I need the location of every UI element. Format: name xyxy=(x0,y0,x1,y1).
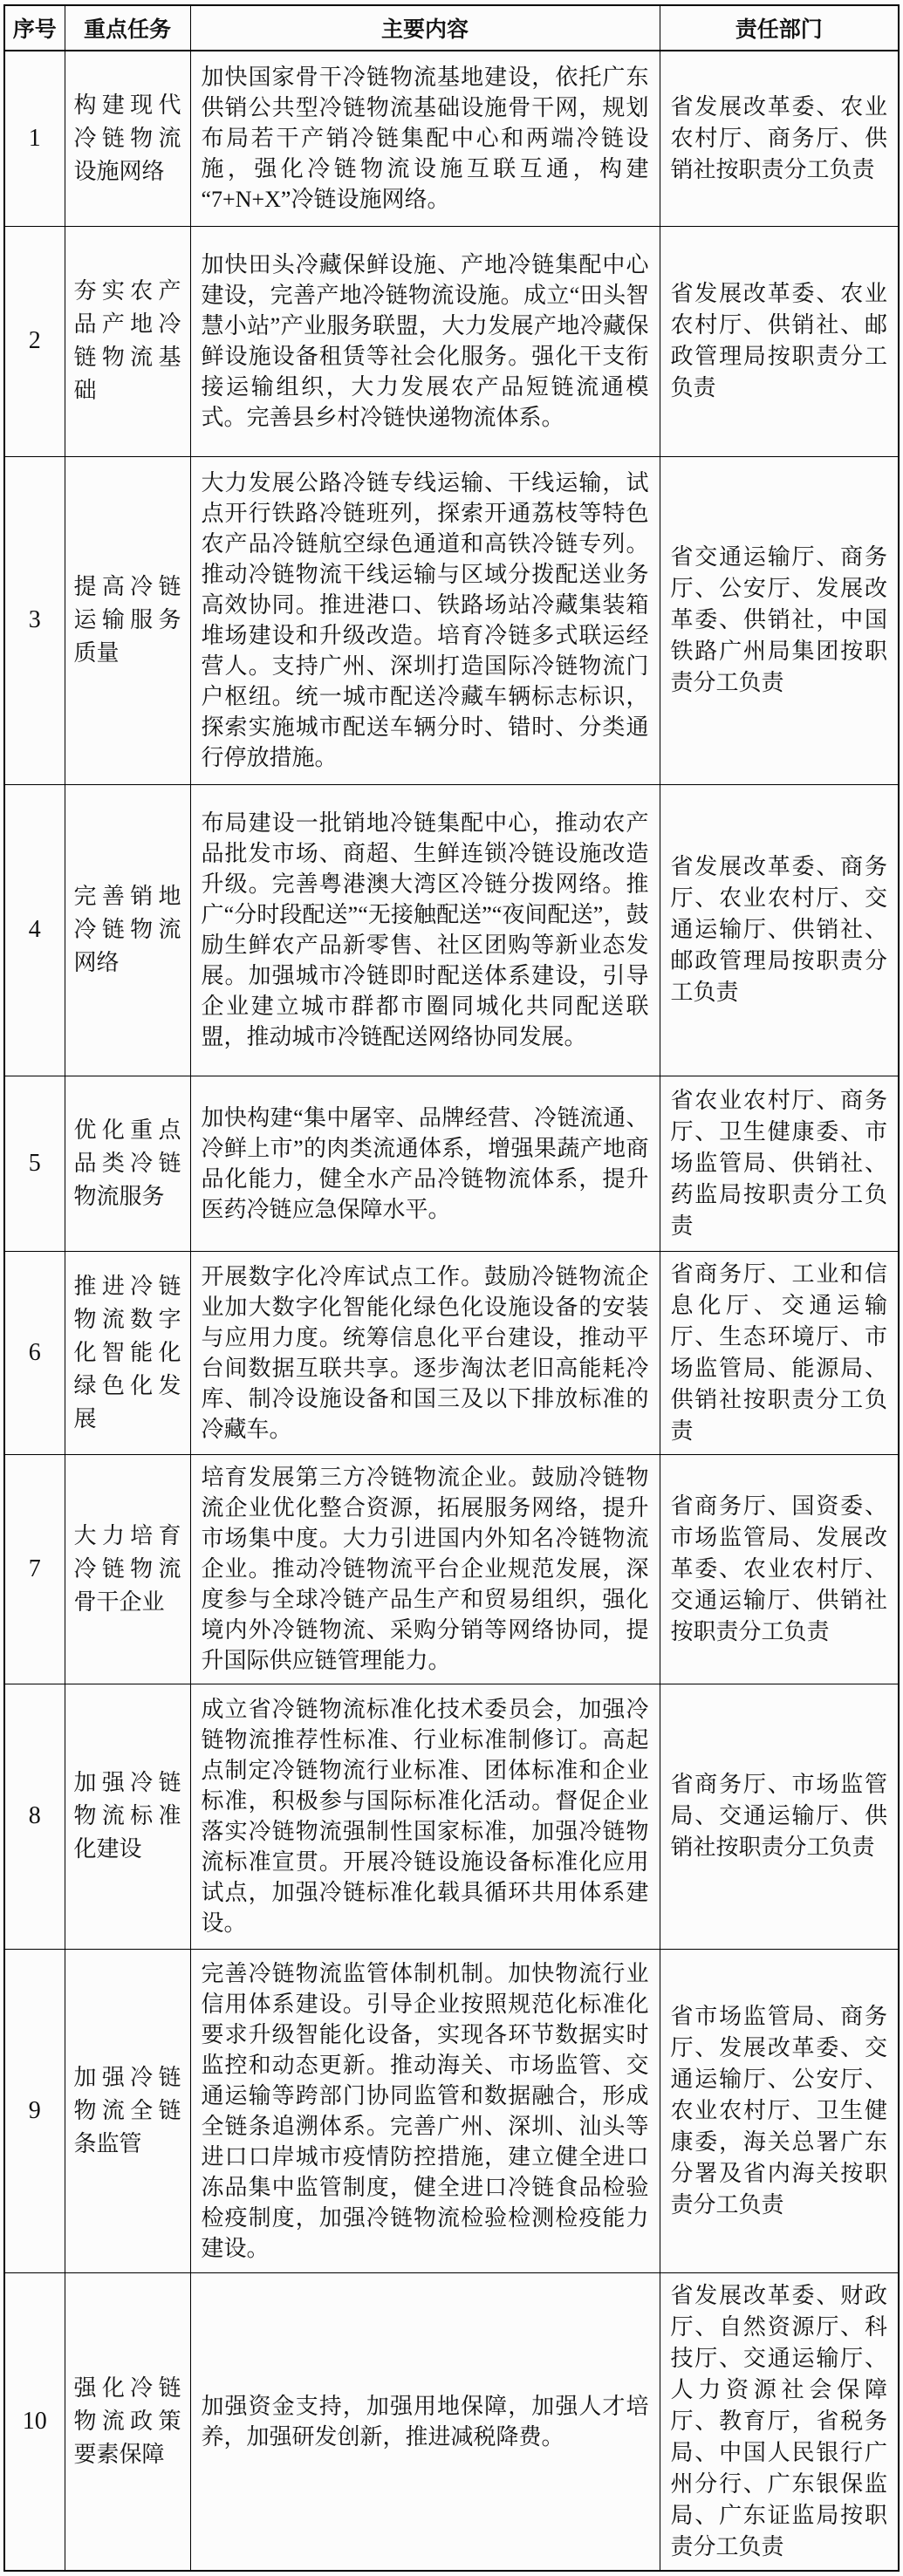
row-number-cell: 4 xyxy=(4,784,65,1076)
table-row xyxy=(4,1076,899,1251)
row-number-cell: 7 xyxy=(4,1454,65,1684)
task-cell: 优化重点品类冷链物流服务 xyxy=(65,1076,190,1251)
department-cell: 省商务厅、工业和信息化厅、交通运输厅、生态环境厅、市场监管局、能源局、供销社按职责分工负责 xyxy=(660,1251,899,1454)
row-number-cell: 9 xyxy=(4,1949,65,2272)
task-cell: 加强冷链物流全链条监管 xyxy=(65,1949,190,2272)
content-cell: 培育发展第三方冷链物流企业。鼓励冷链物流企业优化整合资源，拓展服务网络，提升市场集中度。大力引进国内外知名冷链物流企业。推动冷链物流平台企业规范发展，深度参与全球冷链产品生产和贸易组织，强化境内外冷链物流、采购分销等网络协同，提升国际供应链管理能力。 xyxy=(190,1454,660,1684)
content-cell: 布局建设一批销地冷链集配中心，推动农产品批发市场、商超、生鲜连锁冷链设施改造升级。完善粤港澳大湾区冷链分拨网络。推广“分时段配送”“无接触配送”“夜间配送”，鼓励生鲜农产品新零售、社区团购等新业态发展。加强城市冷链即时配送体系建设，引导企业建立城市群都市圈同城化共同配送联盟，推动城市冷链配送网络协同发展。 xyxy=(190,784,660,1076)
row-number-cell: 10 xyxy=(4,2272,65,2571)
header-cell-no: 序号 xyxy=(4,5,65,51)
content-cell: 成立省冷链物流标准化技术委员会，加强冷链物流推荐性标准、行业标准制修订。高起点制定冷链物流行业标准、团体标准和企业标准，积极参与国际标准化活动。督促企业落实冷链物流强制性国家标准，加强冷链物流标准宣贯。开展冷链设施设备标准化应用试点，加强冷链标准化载具循环共用体系建设。 xyxy=(190,1684,660,1949)
header-cell-task: 重点任务 xyxy=(65,5,190,51)
table-row xyxy=(4,226,899,456)
task-cell: 提高冷链运输服务质量 xyxy=(65,456,190,784)
table-row xyxy=(4,1684,899,1949)
table-header xyxy=(4,5,899,51)
table-row xyxy=(4,51,899,226)
row-number-cell: 8 xyxy=(4,1684,65,1949)
table-row xyxy=(4,456,899,784)
header-cell-content: 主要内容 xyxy=(190,5,660,51)
header-row xyxy=(4,5,899,51)
department-cell: 省发展改革委、农业农村厅、供销社、邮政管理局按职责分工负责 xyxy=(660,226,899,456)
content-cell: 开展数字化冷库试点工作。鼓励冷链物流企业加大数字化智能化绿色化设施设备的安装与应用力度。统筹信息化平台建设，推动平台间数据互联共享。逐步淘汰老旧高能耗冷库、制冷设施设备和国三及以下排放标准的冷藏车。 xyxy=(190,1251,660,1454)
department-cell: 省发展改革委、农业农村厅、商务厅、供销社按职责分工负责 xyxy=(660,51,899,226)
key-tasks-table xyxy=(3,4,900,2572)
task-cell: 推进冷链物流数字化智能化绿色化发展 xyxy=(65,1251,190,1454)
content-cell: 加快构建“集中屠宰、品牌经营、冷链流通、冷鲜上市”的肉类流通体系，增强果蔬产地商品化能力，健全水产品冷链物流体系，提升医药冷链应急保障水平。 xyxy=(190,1076,660,1251)
table-row xyxy=(4,2272,899,2571)
department-cell: 省市场监管局、商务厅、发展改革委、交通运输厅、公安厅、农业农村厅、卫生健康委，海关总署广东分署及省内海关按职责分工负责 xyxy=(660,1949,899,2272)
table-row xyxy=(4,1949,899,2272)
task-cell: 完善销地冷链物流网络 xyxy=(65,784,190,1076)
task-cell: 强化冷链物流政策要素保障 xyxy=(65,2272,190,2571)
department-cell: 省商务厅、国资委、市场监管局、发展改革委、农业农村厅、交通运输厅、供销社按职责分工负责 xyxy=(660,1454,899,1684)
content-cell: 完善冷链物流监管体制机制。加快物流行业信用体系建设。引导企业按照规范化标准化要求升级智能化设备，实现各环节数据实时监控和动态更新。推动海关、市场监管、交通运输等跨部门协同监管和数据融合，形成全链条追溯体系。完善广州、深圳、汕头等进口口岸城市疫情防控措施，建立健全进口冻品集中监管制度，健全进口冷链食品检验检疫制度，加强冷链物流检验检测检疫能力建设。 xyxy=(190,1949,660,2272)
table-row xyxy=(4,1251,899,1454)
table-row xyxy=(4,1454,899,1684)
row-number-cell: 5 xyxy=(4,1076,65,1251)
task-cell: 构建现代冷链物流设施网络 xyxy=(65,51,190,226)
department-cell: 省交通运输厅、商务厅、公安厅、发展改革委、供销社，中国铁路广州局集团按职责分工负责 xyxy=(660,456,899,784)
task-cell: 大力培育冷链物流骨干企业 xyxy=(65,1454,190,1684)
content-cell: 大力发展公路冷链专线运输、干线运输，试点开行铁路冷链班列，探索开通荔枝等特色农产品冷链航空绿色通道和高铁冷链专列。推动冷链物流干线运输与区域分拨配送业务高效协同。推进港口、铁路场站冷藏集装箱堆场建设和升级改造。培育冷链多式联运经营人。支持广州、深圳打造国际冷链物流门户枢纽。统一城市配送冷藏车辆标志标识，探索实施城市配送车辆分时、错时、分类通行停放措施。 xyxy=(190,456,660,784)
content-cell: 加快国家骨干冷链物流基地建设，依托广东供销公共型冷链物流基础设施骨干网，规划布局若干产销冷链集配中心和两端冷链设施，强化冷链物流设施互联互通，构建“7+N+X”冷链设施网络。 xyxy=(190,51,660,226)
department-cell: 省发展改革委、财政厅、自然资源厅、科技厅、交通运输厅、人力资源社会保障厅、教育厅，省税务局、中国人民银行广州分行、广东银保监局、广东证监局按职责分工负责 xyxy=(660,2272,899,2571)
table-row xyxy=(4,784,899,1076)
task-cell: 夯实农产品产地冷链物流基础 xyxy=(65,226,190,456)
header-cell-department: 责任部门 xyxy=(660,5,899,51)
department-cell: 省商务厅、市场监管局、交通运输厅、供销社按职责分工负责 xyxy=(660,1684,899,1949)
table-body xyxy=(4,51,899,2571)
content-cell: 加强资金支持，加强用地保障，加强人才培养，加强研发创新，推进减税降费。 xyxy=(190,2272,660,2571)
task-cell: 加强冷链物流标准化建设 xyxy=(65,1684,190,1949)
department-cell: 省发展改革委、商务厅、农业农村厅、交通运输厅、供销社、邮政管理局按职责分工负责 xyxy=(660,784,899,1076)
department-cell: 省农业农村厅、商务厅、卫生健康委、市场监管局、供销社、药监局按职责分工负责 xyxy=(660,1076,899,1251)
row-number-cell: 2 xyxy=(4,226,65,456)
row-number-cell: 6 xyxy=(4,1251,65,1454)
row-number-cell: 1 xyxy=(4,51,65,226)
content-cell: 加快田头冷藏保鲜设施、产地冷链集配中心建设，完善产地冷链物流设施。成立“田头智慧小站”产业服务联盟，大力发展产地冷藏保鲜设施设备租赁等社会化服务。强化干支衔接运输组织，大力发展农产品短链流通模式。完善县乡村冷链快递物流体系。 xyxy=(190,226,660,456)
row-number-cell: 3 xyxy=(4,456,65,784)
